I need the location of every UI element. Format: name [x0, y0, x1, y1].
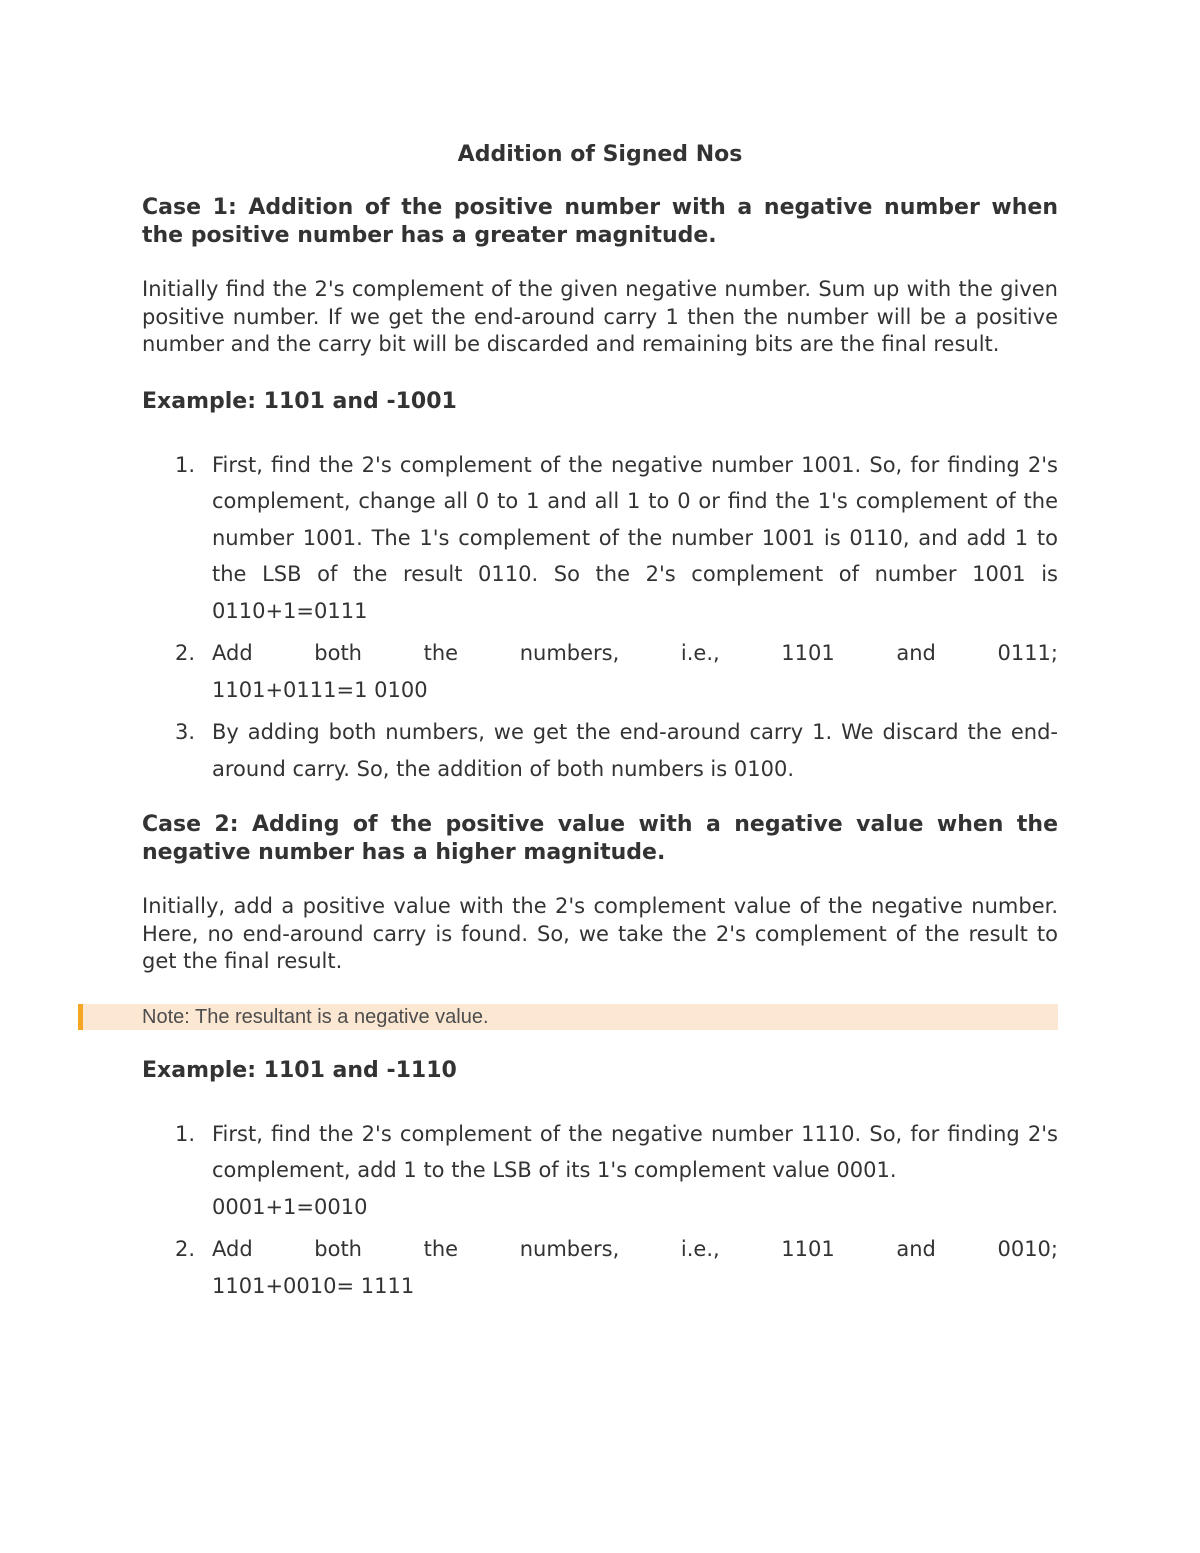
list-number: 1. — [175, 452, 196, 477]
list-number: 3. — [175, 720, 196, 744]
list-item-text: First, find the 2's complement of the negative number 1001. So, for finding 2's complement, change all 0 to 1 and all 1 to 0 or find the 1's complement of the number 1001. The 1's complement of the number 1001 is 0110, and add 1 to the LSB of the result 0110. So the 2's complement of number 1001 is 0110+1=0111 — [212, 452, 1058, 623]
document-page — [142, 140, 1058, 1328]
list-number: 2. — [175, 641, 196, 665]
case-1-example-heading: Example: 1101 and -1001 — [142, 388, 457, 414]
list-item-text: Add both the numbers, i.e., 1101 and 0111; — [212, 641, 1058, 665]
note-callout — [78, 1004, 1058, 1030]
list-item-text: By adding both numbers, we get the end-around carry 1. We discard the end-around carry. So, the addition of both numbers is 0100. — [212, 720, 1058, 781]
list-item-text: Add both the numbers, i.e., 1101 and 0010; — [212, 1237, 1058, 1261]
list-item-equation: 0001+1=0010 — [212, 1194, 368, 1219]
list-number: 2. — [175, 1237, 196, 1261]
list-item — [175, 1231, 1058, 1304]
list-item — [175, 714, 1058, 787]
list-number: 1. — [175, 1121, 196, 1146]
list-item-equation: 1101+0010= 1111 — [212, 1273, 415, 1298]
case-1-heading: Case 1: Addition of the positive number with a negative number when the positive number has a greater magnitude. — [142, 195, 1058, 248]
page-title: Addition of Signed Nos — [457, 142, 743, 167]
note-accent-bar — [78, 1004, 83, 1030]
case-1-steps — [142, 447, 1058, 788]
list-item-text: First, find the 2's complement of the negative number 1110. So, for finding 2's complement, add 1 to the LSB of its 1's complement value 0001. — [212, 1121, 1058, 1182]
case-2-paragraph: Initially, add a positive value with the 2's complement value of the negative number. Here, no end-around carry is found. So, we take the 2's complement of the result to get the final result. — [142, 894, 1058, 973]
list-item — [175, 1116, 1058, 1226]
list-item — [175, 635, 1058, 708]
note-text: Note: The resultant is a negative value. — [142, 1005, 489, 1028]
list-item-equation: 1101+0111=1 0100 — [212, 677, 428, 702]
case-2-example-heading: Example: 1101 and -1110 — [142, 1057, 457, 1083]
list-item — [175, 447, 1058, 630]
case-1-paragraph: Initially find the 2's complement of the given negative number. Sum up with the given positive number. If we get the end-around carry 1 then the number will be a positive number and the carry bit will be discarded and remaining bits are the final result. — [142, 277, 1058, 356]
case-2-steps — [142, 1116, 1058, 1305]
case-2-heading: Case 2: Adding of the positive value with a negative value when the negative number has a higher magnitude. — [142, 812, 1058, 865]
